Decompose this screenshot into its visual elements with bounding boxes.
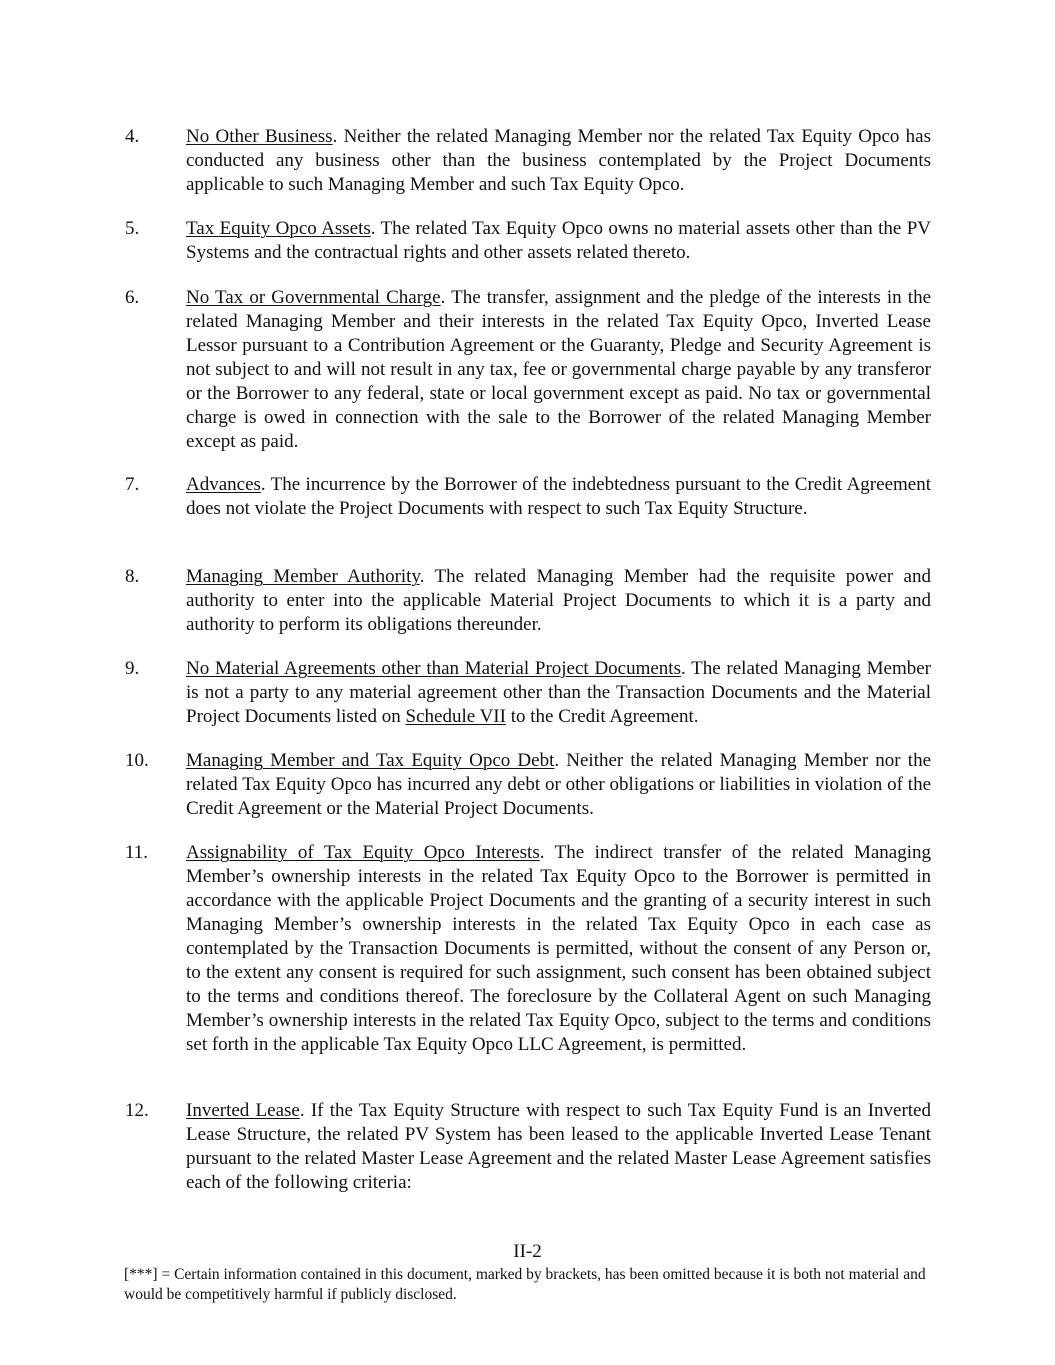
section-6 [125,286,931,454]
section-heading: No Material Agreements other than Material Project Documents [186,658,681,679]
section-11 [125,841,931,1057]
section-heading: Managing Member and Tax Equity Opco Debt [186,750,555,771]
section-body [186,217,931,265]
section-heading: No Tax or Governmental Charge [186,287,441,308]
section-text: . The related Managing Member had the requisite power and authority to enter into the applicable Material Project Documents to which it is a party and authority to perform its obligations thereunder. [186,566,931,635]
section-text: . Neither the related Managing Member nor the related Tax Equity Opco has conducted any business other than the business contemplated by the Project Documents applicable to such Managing Member and such Tax Equity Opco. [186,126,931,195]
section-12 [125,1099,931,1195]
section-heading: Tax Equity Opco Assets [186,218,371,239]
section-heading: No Other Business [186,126,333,147]
schedule-reference: Schedule VII [405,706,506,727]
section-number: 10. [125,750,149,771]
section-heading: Inverted Lease [186,1100,300,1121]
section-8 [125,565,931,637]
section-body [186,565,931,637]
section-body [186,749,931,821]
section-text: . The transfer, assignment and the pledge of the interests in the related Managing Member and their interests in the related Tax Equity Opco, Inverted Lease Lessor pursuant to a Contribution Agreement or the Guaranty, Pledge and Security Agreement is not subject to and will not result in any tax, fee or governmental charge payable by any transferor or the Borrower to any federal, state or local government except as paid. No tax or governmental charge is owed in connection with the sale to the Borrower of the related Managing Member except as paid. [186,287,931,452]
section-body [186,473,931,521]
section-10 [125,749,931,821]
section-number: 8. [125,566,140,587]
confidentiality-footnote: [***] = Certain information contained in this document, marked by brackets, has been omitted because it is both not material and would be competitively harmful if publicly disclosed. [124,1266,926,1303]
section-text: . The related Managing Member is not a party to any material agreement other than the Transaction Documents and the Material Project Documents listed on [186,658,931,727]
section-body [186,1099,931,1195]
section-number: 11. [125,842,149,863]
page-number: II-2 [513,1241,542,1262]
section-text: . The related Tax Equity Opco owns no material assets other than the PV Systems and the contractual rights and other assets related thereto. [186,218,931,263]
section-text: . The indirect transfer of the related Managing Member’s ownership interests in the related Tax Equity Opco to the Borrower is permitted in accordance with the applicable Project Documents and the granting of a security interest in such Managing Member’s ownership interests in the related Tax Equity Opco in each case as contemplated by the Transaction Documents is permitted, without the consent of any Person or, to the extent any consent is required for such assignment, such consent has been obtained subject to the terms and conditions thereof. The foreclosure by the Collateral Agent on such Managing Member’s ownership interests in the related Tax Equity Opco, subject to the terms and conditions set forth in the applicable Tax Equity Opco LLC Agreement, is permitted. [186,842,932,1055]
section-heading: Managing Member Authority [186,566,420,587]
section-body [186,286,931,454]
section-5 [125,217,931,265]
section-number: 5. [125,218,140,239]
section-body [186,125,931,197]
section-number: 7. [125,474,140,495]
section-number: 9. [125,658,140,679]
section-text: . If the Tax Equity Structure with respect to such Tax Equity Fund is an Inverted Lease Structure, the related PV System has been leased to the applicable Inverted Lease Tenant pursuant to the related Master Lease Agreement and the related Master Lease Agreement satisfies each of the following criteria: [186,1100,931,1193]
section-body [186,841,931,1057]
section-heading: Assignability of Tax Equity Opco Interests [186,842,540,863]
section-text: . Neither the related Managing Member nor the related Tax Equity Opco has incurred any debt or other obligations or liabilities in violation of the Credit Agreement or the Material Project Documents. [186,750,931,819]
section-number: 4. [125,126,140,147]
section-heading: Advances [186,474,261,495]
section-body [186,657,931,729]
section-4 [125,125,931,197]
section-text: . The incurrence by the Borrower of the indebtedness pursuant to the Credit Agreement does not violate the Project Documents with respect to such Tax Equity Structure. [186,474,931,519]
section-9 [125,657,931,729]
section-number: 6. [125,287,140,308]
section-text-after: to the Credit Agreement. [505,706,699,727]
section-number: 12. [125,1100,149,1121]
section-7 [125,473,931,521]
